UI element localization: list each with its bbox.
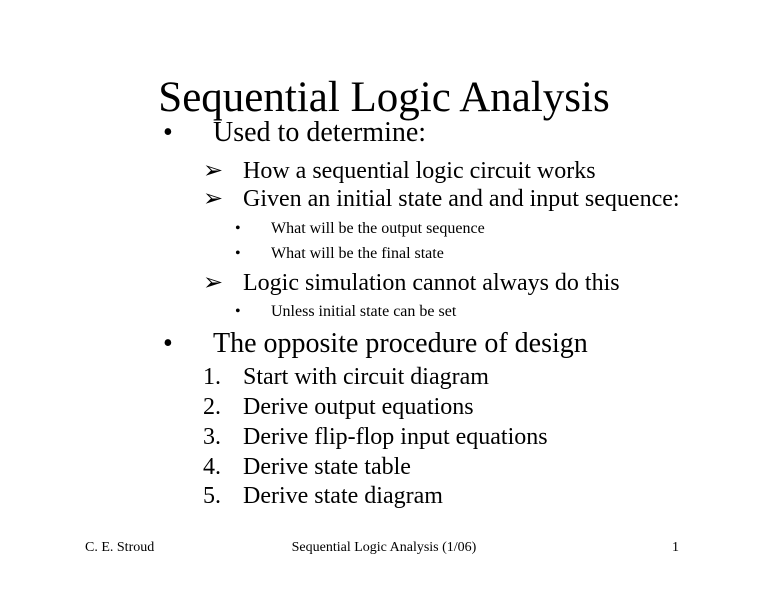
- step-text: Derive flip-flop input equations: [243, 424, 548, 450]
- arrow-bullet-icon: ➢: [203, 158, 224, 184]
- page-number: 1: [672, 540, 679, 555]
- step-text: Derive state diagram: [243, 483, 443, 509]
- step-text: Derive state table: [243, 454, 411, 480]
- step-number: 4.: [203, 454, 221, 480]
- sub-sub-bullet-text: Unless initial state can be set: [271, 303, 457, 320]
- sub-sub-bullet-text: What will be the final state: [271, 245, 444, 262]
- step-number: 1.: [203, 364, 221, 390]
- step-text: Derive output equations: [243, 394, 474, 420]
- sub-bullet-text: Given an initial state and and input sequence:: [243, 186, 680, 212]
- slide-title: Sequential Logic Analysis: [158, 74, 610, 121]
- bullet-icon: •: [235, 303, 241, 320]
- step-number: 3.: [203, 424, 221, 450]
- arrow-bullet-icon: ➢: [203, 186, 224, 212]
- sub-sub-bullet-text: What will be the output sequence: [271, 220, 485, 237]
- footer-title: Sequential Logic Analysis (1/06): [291, 540, 477, 555]
- step-number: 5.: [203, 483, 221, 509]
- bullet-text: Used to determine:: [213, 117, 427, 148]
- step-number: 2.: [203, 394, 221, 420]
- footer-author: C. E. Stroud: [85, 540, 155, 555]
- bullet-text: The opposite procedure of design: [213, 328, 588, 359]
- sub-bullet-text: Logic simulation cannot always do this: [243, 270, 620, 296]
- bullet-icon: •: [163, 328, 173, 359]
- bullet-icon: •: [235, 245, 241, 262]
- arrow-bullet-icon: ➢: [203, 270, 224, 296]
- step-text: Start with circuit diagram: [243, 364, 489, 390]
- sub-bullet-text: How a sequential logic circuit works: [243, 158, 596, 184]
- bullet-icon: •: [163, 117, 173, 148]
- bullet-icon: •: [235, 220, 241, 237]
